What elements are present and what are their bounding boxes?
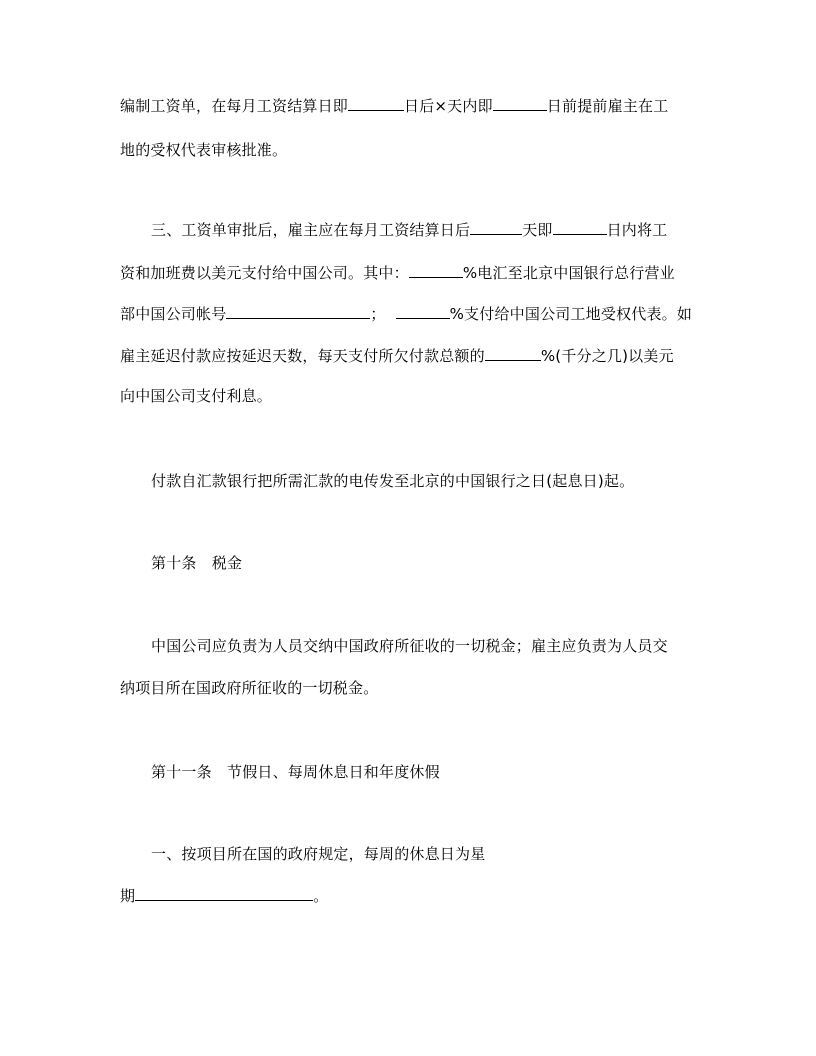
para1-line1: [120, 96, 668, 116]
fill-blank: [485, 346, 541, 361]
text-segment: 资和加班费以美元支付给中国公司。其中：: [120, 264, 409, 282]
para5-line2: [120, 886, 328, 906]
fill-blank: [396, 304, 450, 319]
para3-line1: 付款自汇款银行把所需汇款的电传发至北京的中国银行之日(起息日)起。: [151, 472, 635, 490]
para2-line5: 向中国公司支付利息。: [120, 387, 273, 405]
text-segment: 部中国公司帐号: [120, 305, 227, 323]
para4-line2: 纳项目所在国政府所征收的一切税金。: [120, 679, 379, 697]
text-segment: %支付给中国公司工地受权代表。如: [449, 305, 693, 323]
fill-blank: [409, 263, 463, 278]
para2-line1: [151, 220, 667, 240]
fill-blank: [553, 220, 607, 235]
text-segment: 期: [120, 887, 136, 905]
para5-line1: 一、按项目所在国的政府规定，每周的休息日为星: [151, 845, 486, 863]
text-segment: 日内将工: [606, 221, 668, 239]
text-segment: 三、工资单审批后，雇主应在每月工资结算日后: [151, 221, 471, 239]
text-segment: ；: [370, 305, 386, 323]
text-segment: 天即: [522, 221, 553, 239]
fill-blank: [135, 886, 313, 901]
text-segment: %(千分之几)以美元: [540, 347, 674, 365]
text-segment: 日后×天内即: [404, 97, 493, 115]
para4-line1: 中国公司应负责为人员交纳中国政府所征收的一切税金；雇主应负责为人员交: [151, 637, 668, 655]
text-segment: 雇主延迟付款应按延迟天数，每天支付所欠付款总额的: [120, 347, 485, 365]
para1-line2: 地的受权代表审核批准。: [120, 141, 288, 159]
para2-line2: [120, 263, 675, 283]
text-segment: 。: [313, 887, 329, 905]
fill-blank: [493, 96, 547, 111]
article-11-heading: 第十一条 节假日、每周休息日和年度休假: [151, 763, 440, 781]
fill-blank: [226, 304, 370, 319]
fill-blank: [348, 96, 404, 111]
article-10-heading: 第十条 税金: [151, 554, 243, 572]
text-segment: 编制工资单，在每月工资结算日即: [120, 97, 349, 115]
para2-line4: [120, 346, 674, 366]
text-segment: %电汇至北京中国银行总行营业: [462, 264, 675, 282]
fill-blank: [470, 220, 522, 235]
text-segment: 日前提前雇主在工: [546, 97, 669, 115]
para2-line3: [120, 304, 692, 324]
